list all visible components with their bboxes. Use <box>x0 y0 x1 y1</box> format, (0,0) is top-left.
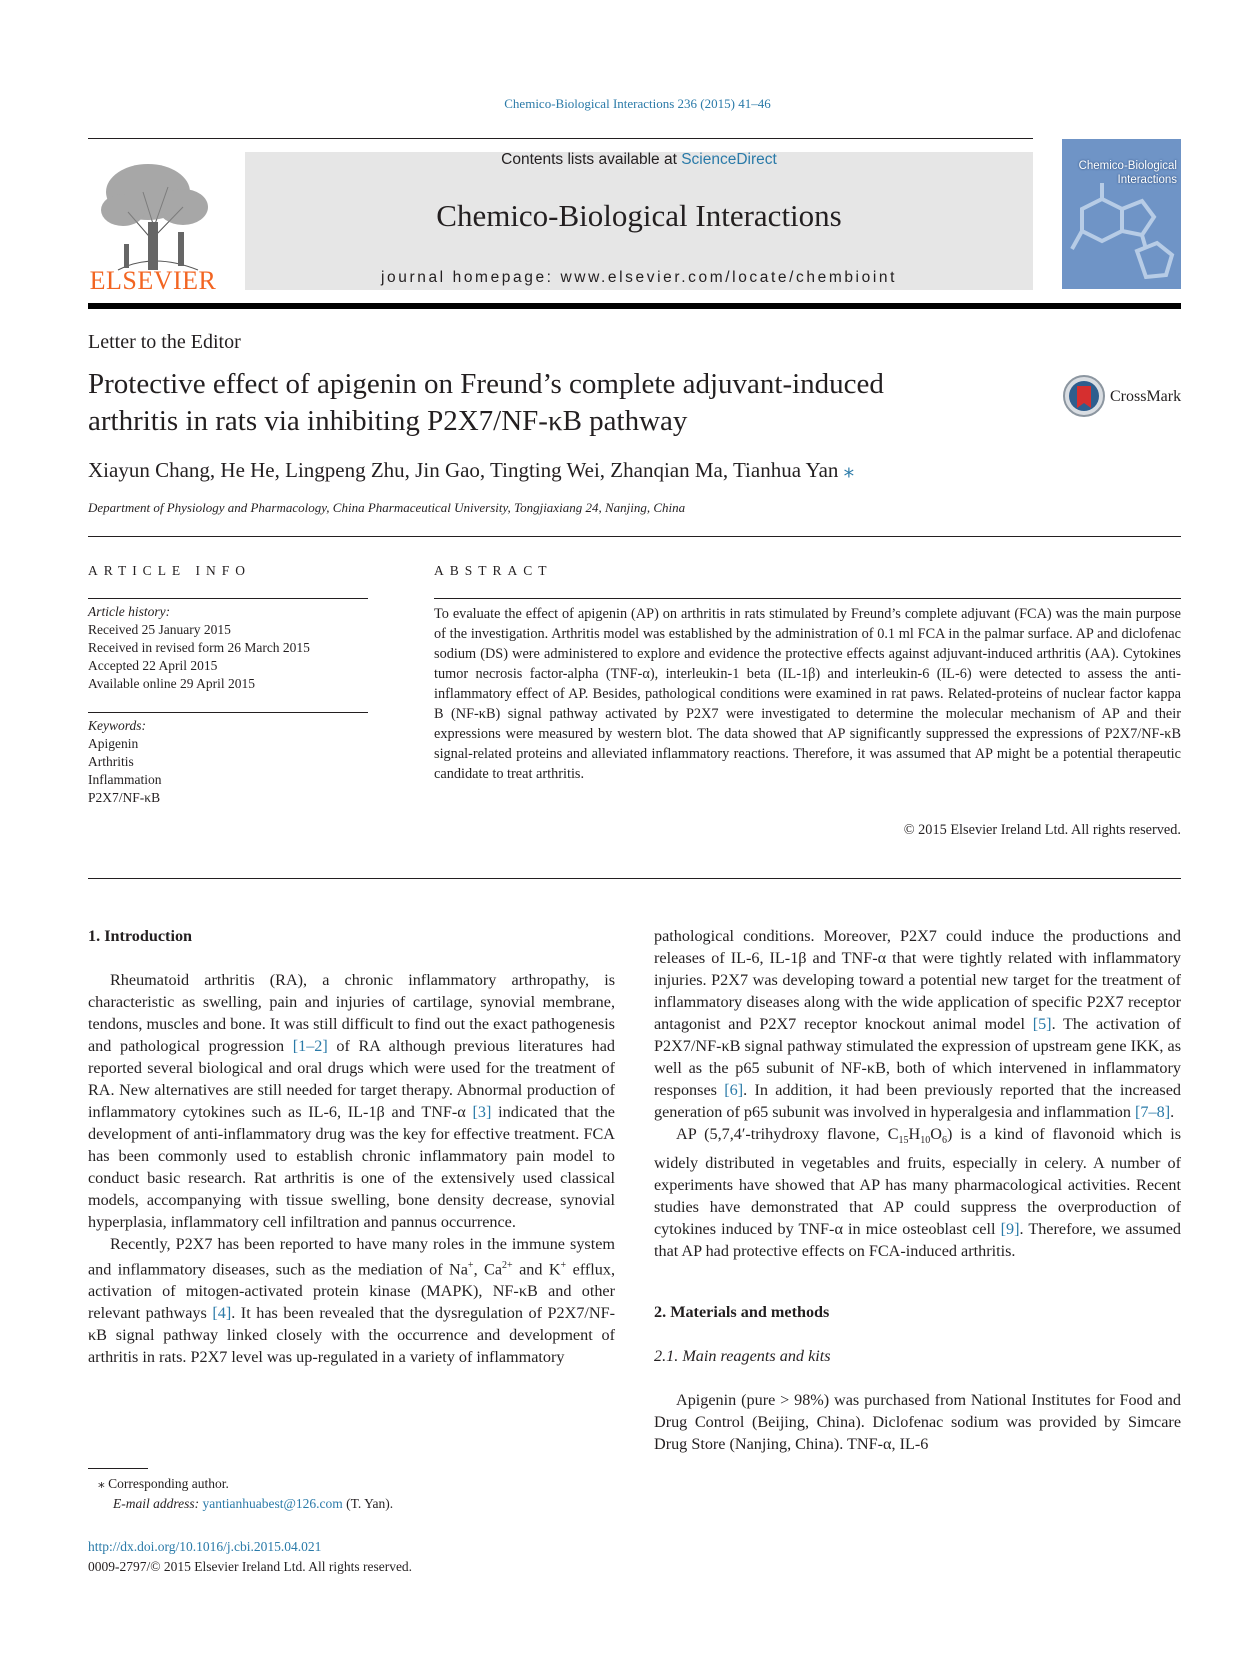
abstract-text: To evaluate the effect of apigenin (AP) on arthritis in rats stimulated by Freund’s complete adjuvant (FCA) was the main purpose of the investigation. Arthritis model was established by the administration of 0.1 ml FCA in the palmar surface. AP and diclofenac sodium (DS) were administered to explore and evidence the protective effects against adjuvant-induced arthritis (AA). Cytokines tumor necrosis factor-alpha (TNF-α), interleukin-1 beta (IL-1β) and interleukin-6 (IL-6) were detected to assess the anti-inflammatory effect of AP. Besides, pathological conditions were examined in rat paws. Related-proteins of nuclear factor kappa B (NF-κB) signal pathway activated by P2X7 were investigated to determine the molecular mechanism of AP and their expressions were measured by western blot. The data showed that AP significantly suppressed the expressions of P2X7/NF-κB signal-related proteins and alleviated inflammatory reactions. Therefore, it was assumed that AP might be a potential therapeutic candidate to treat arthritis. <box>434 606 1181 782</box>
footnote-rule <box>88 1468 148 1469</box>
abstract-end-rule <box>88 878 1181 879</box>
doi-link[interactable]: http://dx.doi.org/10.1016/j.cbi.2015.04.021 <box>88 1539 322 1554</box>
footnote-corresponding: Corresponding author. <box>108 1476 229 1491</box>
header-rule <box>88 138 1033 139</box>
keyword: Arthritis <box>88 754 134 769</box>
reference-link[interactable]: [1–2] <box>292 1037 328 1055</box>
elsevier-wordmark: ELSEVIER <box>89 266 217 295</box>
authors-names: Xiayun Chang, He He, Lingpeng Zhu, Jin Gao, Tingting Wei, Zhanqian Ma, Tianhua Yan <box>88 458 839 482</box>
corresponding-footnote <box>88 1474 393 1514</box>
subsection-heading-reagents: 2.1. Main reagents and kits <box>654 1347 831 1366</box>
paragraph-reagents: Apigenin (pure > 98%) was purchased from National Institutes for Food and Drug Control (Beijing, China). Diclofenac sodium was provided by Simcare Drug Store (Nanjing, China). TNF-α, IL-6 <box>654 1391 1181 1454</box>
keyword: Inflammation <box>88 772 162 787</box>
header-thick-rule <box>88 303 1181 309</box>
abstract-heading: ABSTRACT <box>434 563 553 578</box>
section-heading-methods: 2. Materials and methods <box>654 1303 830 1322</box>
reference-link[interactable]: [3] <box>472 1103 492 1121</box>
paragraph-intro-2: Recently, P2X7 has been reported to have many roles in the immune system and inflammatory diseases, such as the mediation of Na+, $Ca^{2+}$ and K+ efflux, activation of mitogen-activated protein kinase (MAPK), NF-κB and other relevant pathways [4]. It has been revealed that the dysregulation of P2X7/NF-κB signal pathway linked closely with the occurrence and development of arthritis in rats. P2X7 level was up-regulated in a variety of inflammatory <box>88 1235 616 1367</box>
article-type: Letter to the Editor <box>88 331 241 353</box>
revised-date: Received in revised form 26 March 2015 <box>88 640 310 655</box>
received-date: Received 25 January 2015 <box>88 622 231 637</box>
title-line-1: Protective effect of apigenin on Freund’s complete adjuvant-induced <box>88 368 884 400</box>
section-heading-introduction: 1. Introduction <box>88 927 193 945</box>
email-label: E-mail address: <box>113 1496 203 1511</box>
author-list <box>88 458 854 483</box>
article-history <box>88 603 368 693</box>
affiliation: Department of Physiology and Pharmacology, China Pharmaceutical University, Tongjiaxiang 24, Nanjing, China <box>88 500 686 515</box>
cover-title: Chemico-Biological Interactions <box>1078 160 1177 186</box>
sciencedirect-link[interactable]: ScienceDirect <box>681 151 777 168</box>
keyword: Apigenin <box>88 736 139 751</box>
journal-citation[interactable]: Chemico-Biological Interactions 236 (2015) 41–46 <box>504 96 771 111</box>
reference-link[interactable]: [6] <box>724 1081 744 1099</box>
crossmark-icon[interactable] <box>1062 374 1106 418</box>
abstract-rule <box>434 598 1181 599</box>
title-rule <box>88 536 1181 537</box>
paragraph-intro-3: pathological conditions. Moreover, P2X7 could induce the productions and releases of IL-6, IL-1β and TNF-α that were tightly related with inflammatory injuries. P2X7 was developing toward a potential new target for the treatment of inflammatory diseases along with the wide application of specific P2X7 receptor antagonist and P2X7 receptor knockout animal model [5]. The activation of P2X7/NF-κB signal pathway stimulated the expression of upstream gene IKK, as well as the p65 subunit of NF-κB, both of which intervened in inflammatory responses [6]. In addition, it had been previously reported that the increased generation of p65 subunit was involved in hyperalgesia and inflammation [7–8]. <box>654 927 1181 1121</box>
online-date: Available online 29 April 2015 <box>88 676 255 691</box>
keywords-rule <box>88 712 368 713</box>
journal-title: Chemico-Biological Interactions <box>436 198 842 233</box>
paragraph-intro-4: AP (5,7,4′-trihydroxy flavone, $C_{15}H_{10}O_6$) is a kind of flavonoid which is widely distributed in vegetables and fruits, especially in celery. A number of experiments have showed that AP has many pharmacological activities. Recent studies have demonstrated that AP could suppress the overproduction of cytokines induced by TNF-α in mice osteoblast cell [9]. Therefore, we assumed that AP had protective effects on FCA-induced arthritis. <box>654 1125 1182 1261</box>
contents-available <box>245 151 1033 169</box>
right-column <box>654 925 1181 1455</box>
reference-link[interactable]: [7–8] <box>1135 1103 1171 1121</box>
reference-link[interactable]: [9] <box>1000 1220 1020 1239</box>
reference-link[interactable]: [4] <box>212 1304 232 1323</box>
corresponding-author-mark[interactable]: ⁎ <box>843 458 855 482</box>
author-email-link[interactable]: yantianhuabest@126.com <box>202 1496 343 1511</box>
issn-copyright: 0009-2797/© 2015 Elsevier Ireland Ltd. All rights reserved. <box>88 1559 413 1574</box>
journal-homepage[interactable]: journal homepage: www.elsevier.com/locate/chembioint <box>380 269 897 286</box>
footnote-mark: ⁎ <box>98 1476 105 1491</box>
article-info-rule <box>88 598 368 599</box>
abstract-copyright: © 2015 Elsevier Ireland Ltd. All rights reserved. <box>903 822 1181 838</box>
history-label: Article history: <box>88 604 171 619</box>
keywords-label: Keywords: <box>88 718 146 733</box>
crossmark-label[interactable]: CrossMark <box>1110 388 1182 405</box>
article-title <box>88 366 1038 440</box>
email-suffix: (T. Yan). <box>342 1496 394 1511</box>
article-info-heading: ARTICLE INFO <box>88 563 252 578</box>
doi-block <box>88 1537 412 1577</box>
accepted-date: Accepted 22 April 2015 <box>88 658 218 673</box>
journal-cover <box>1062 139 1181 289</box>
left-column <box>88 925 615 1368</box>
keyword: P2X7/NF-κB <box>88 790 161 805</box>
paragraph-intro-1: Rheumatoid arthritis (RA), a chronic inflammatory arthropathy, is characteristic as swelling, pain and injuries of cartilage, synovial membrane, tendons, muscles and bone. It was still difficult to find out the exact pathogenesis and pathological progression [1–2] of RA although previous literatures had reported several biological and oral drugs which were used for the treatment of RA. New alternatives are still needed for target therapy. Abnormal production of inflammatory cytokines such as IL-6, IL-1β and TNF-α [3] indicated that the development of anti-inflammatory drug was the key for effective treatment. FCA has been commonly used to establish chronic inflammatory pain model to conduct basic research. Rat arthritis is one of the extensively used classical models, accompanying with tissue swelling, bone density decrease, synovial hyperplasia, inflammatory cell infiltration and pannus occurrence. <box>88 971 615 1231</box>
keywords-block <box>88 717 368 807</box>
title-line-2: arthritis in rats via inhibiting P2X7/NF-κB pathway <box>88 405 688 437</box>
journal-banner <box>245 152 1033 290</box>
reference-link[interactable]: [5] <box>1032 1015 1052 1033</box>
contents-prefix: Contents lists available at <box>501 151 682 168</box>
